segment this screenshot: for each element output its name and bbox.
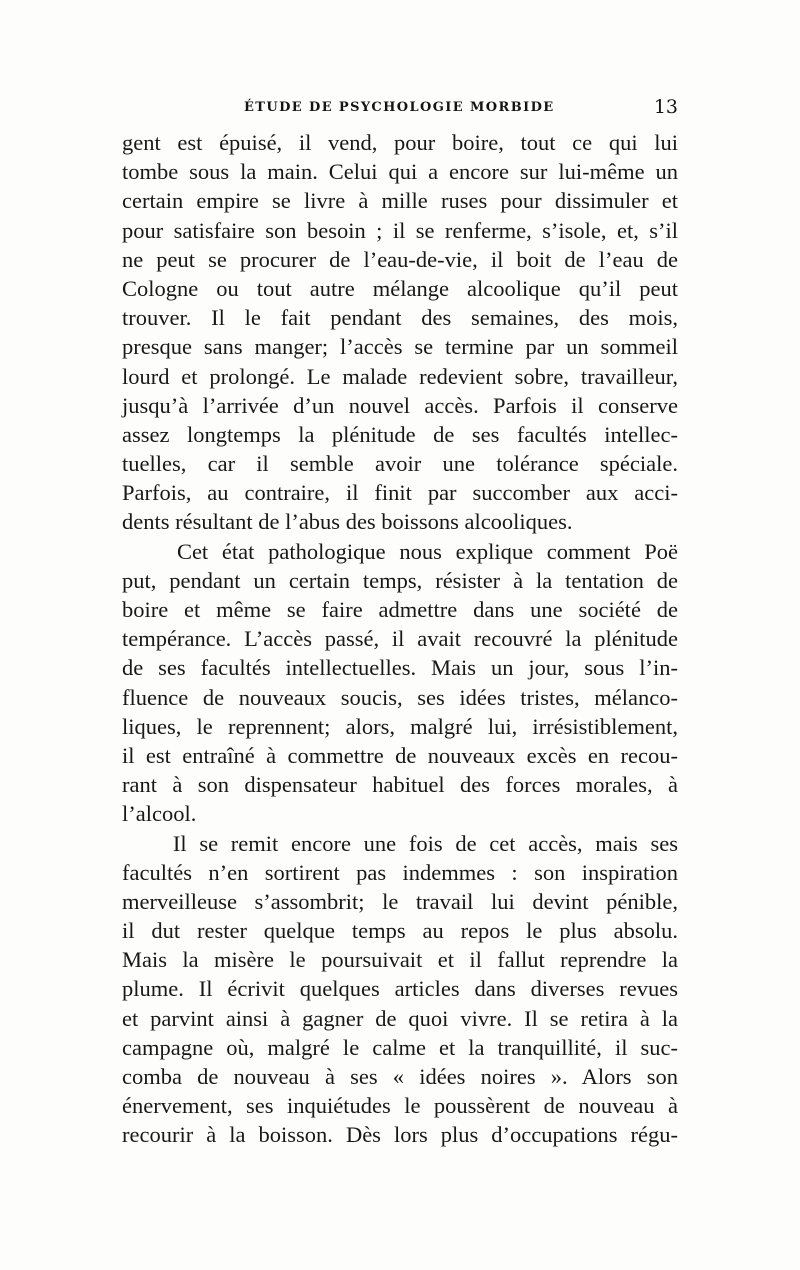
text-line: liques, le reprennent; alors, malgré lui, irrésistiblement, [122,713,678,739]
text-line: Il se remit encore une fois de cet accès, mais ses [122,830,678,856]
text-line: recourir à la boisson. Dès lors plus d’occupations régu- [122,1122,678,1148]
text-line: facultés n’en sortirent pas indemmes : son inspiration [122,859,678,885]
text-line: tombe sous la main. Celui qui a encore sur lui-même un [122,159,678,185]
body-text [122,128,678,1150]
text-line: Cologne ou tout autre mélange alcoolique qu’il peut [122,275,678,301]
text-line: pour satisfaire son besoin ; il se renferme, s’isole, et, s’il [122,217,678,243]
text-line: put, pendant un certain temps, résister à la tentation de [122,567,678,593]
text-line: Mais la misère le poursuivait et il fallut reprendre la [122,947,678,973]
text-line: certain empire se livre à mille ruses pour dissimuler et [122,188,678,214]
running-title: ÉTUDE DE PSYCHOLOGIE MORBIDE [244,100,555,115]
text-line: énervement, ses inquiétudes le poussèrent de nouveau à [122,1093,678,1119]
text-line: assez longtemps la plénitude de ses facultés intellec- [122,421,678,447]
text-line: ne peut se procurer de l’eau-de-vie, il boit de l’eau de [122,246,678,272]
text-line: fluence de nouveaux soucis, ses idées tristes, mélanco- [122,684,678,710]
text-line: l’alcool. [122,801,197,827]
text-line: rant à son dispensateur habituel des forces morales, à [122,772,678,798]
text-line: boire et même se faire admettre dans une société de [122,597,678,622]
text-line: tuelles, car il semble avoir une tolérance spéciale. [122,451,678,477]
text-line: merveilleuse s’assombrit; le travail lui devint pénible, [122,888,678,914]
text-line: Cet état pathologique nous explique comment Poë [122,538,678,564]
running-head [122,96,678,124]
text-line: trouver. Il le fait pendant des semaines, des mois, [122,305,678,331]
text-line: lourd et prolongé. Le malade redevient sobre, travailleur, [122,363,678,389]
text-line: jusqu’à l’arrivée d’un nouvel accès. Parfois il conserve [122,392,678,418]
text-line: gent est épuisé, il vend, pour boire, tout ce qui lui [122,130,678,155]
text-line: tempérance. L’accès passé, il avait recouvré la plénitude [122,626,678,652]
text-line: de ses facultés intellectuelles. Mais un jour, sous l’in- [122,655,678,681]
text-line: et parvint ainsi à gagner de quoi vivre. Il se retira à la [122,1005,678,1031]
text-line: campagne où, malgré le calme et la tranquillité, il suc- [122,1034,678,1060]
text-line: presque sans manger; l’accès se termine par un sommeil [122,334,678,360]
text-line: il est entraîné à commettre de nouveaux excès en recou- [122,742,678,768]
text-line: plume. Il écrivit quelques articles dans diverses revues [122,976,678,1002]
text-line: dents résultant de l’abus des boissons alcooliques. [122,509,573,535]
text-line: comba de nouveau à ses « idées noires ». Alors son [122,1064,678,1089]
text-line: Parfois, au contraire, il finit par succomber aux acci- [122,480,678,506]
page-number: 13 [653,96,678,118]
text-line: il dut rester quelque temps au repos le plus absolu. [122,918,678,944]
